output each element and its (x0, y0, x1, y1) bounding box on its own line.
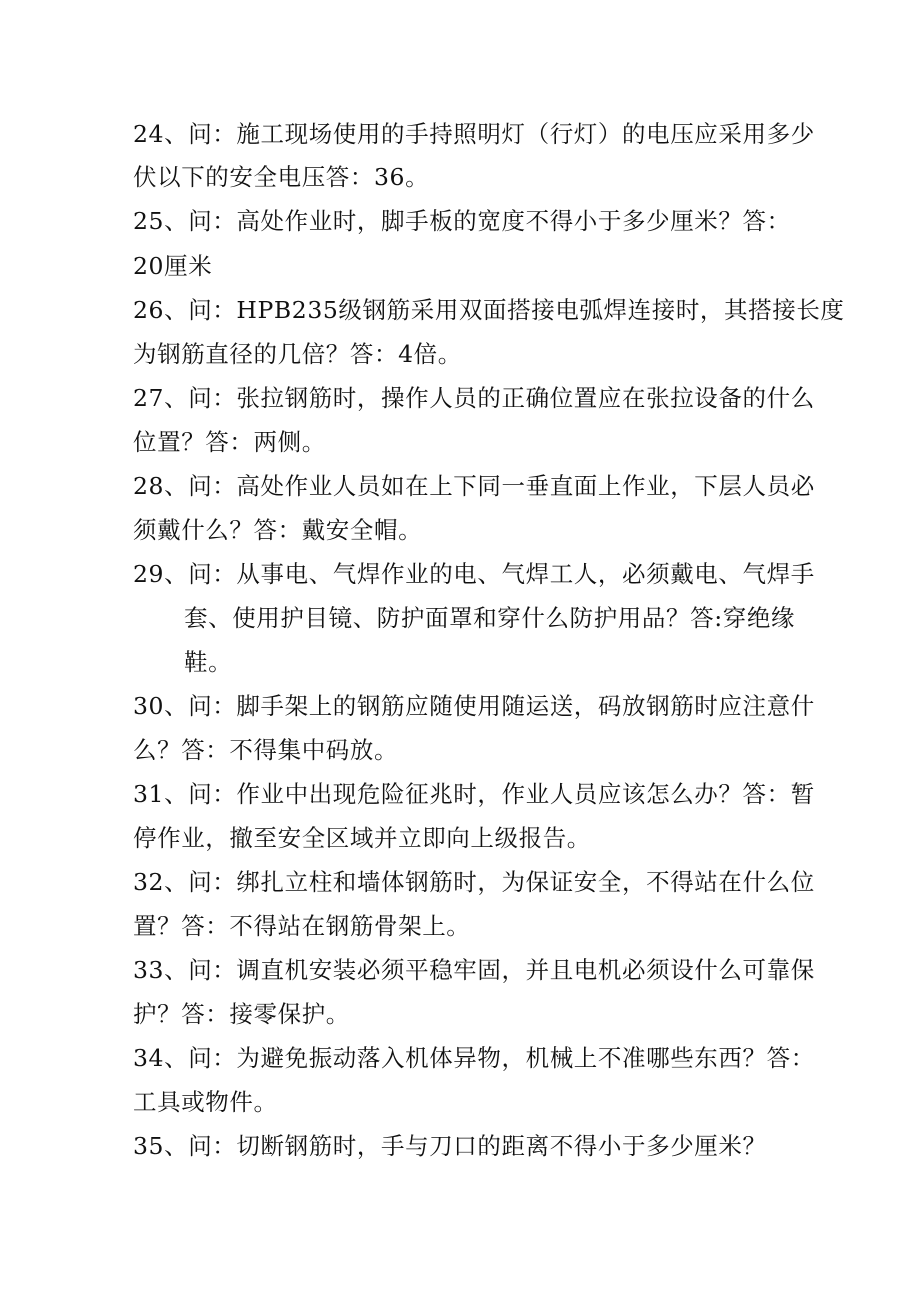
text-line: 停作业，撤至安全区域并立即向上级报告。 (133, 824, 591, 852)
text-line: 工具或物件。 (133, 1088, 278, 1116)
text-line: 鞋。 (184, 648, 233, 676)
text-line: 28、问：高处作业人员如在上下同一垂直面上作业，下层人员必 (133, 472, 815, 500)
text-line: 伏以下的安全电压答：36。 (133, 163, 430, 191)
text-line: 置？答：不得站在钢筋骨架上。 (133, 912, 471, 940)
text-line: 位置？答：两侧。 (133, 428, 326, 456)
text-line: 27、问：张拉钢筋时，操作人员的正确位置应在张拉设备的什么 (133, 384, 815, 412)
text-line: 32、问：绑扎立柱和墙体钢筋时，为保证安全，不得站在什么位 (133, 868, 815, 896)
text-line: 25、问：高处作业时，脚手板的宽度不得小于多少厘米？答： (133, 207, 791, 235)
text-line: 24、问：施工现场使用的手持照明灯（行灯）的电压应采用多少 (133, 120, 815, 148)
text-line: 29、问：从事电、气焊作业的电、气焊工人，必须戴电、气焊手 (133, 560, 815, 588)
text-line: 套、使用护目镜、防护面罩和穿什么防护用品？答:穿绝缘 (184, 604, 796, 632)
text-line: 33、问：调直机安装必须平稳牢固，并且电机必须设什么可靠保 (133, 956, 815, 984)
text-line: 20厘米 (133, 252, 213, 280)
text-line: 须戴什么？答：戴安全帽。 (133, 516, 423, 544)
text-line: 么？答：不得集中码放。 (133, 736, 399, 764)
text-line: 为钢筋直径的几倍？答：4倍。 (133, 340, 462, 368)
text-line: 30、问：脚手架上的钢筋应随使用随运送，码放钢筋时应注意什 (133, 692, 815, 720)
text-line: 26、问：HPB235级钢筋采用双面搭接电弧焊连接时，其搭接长度 (133, 296, 845, 324)
text-line: 护？答：接零保护。 (133, 1000, 350, 1028)
text-line: 34、问：为避免振动落入机体异物，机械上不准哪些东西？答： (133, 1044, 815, 1072)
text-line: 31、问：作业中出现危险征兆时，作业人员应该怎么办？答：暂 (133, 780, 815, 808)
text-line: 35、问：切断钢筋时，手与刀口的距离不得小于多少厘米？ (133, 1132, 767, 1160)
